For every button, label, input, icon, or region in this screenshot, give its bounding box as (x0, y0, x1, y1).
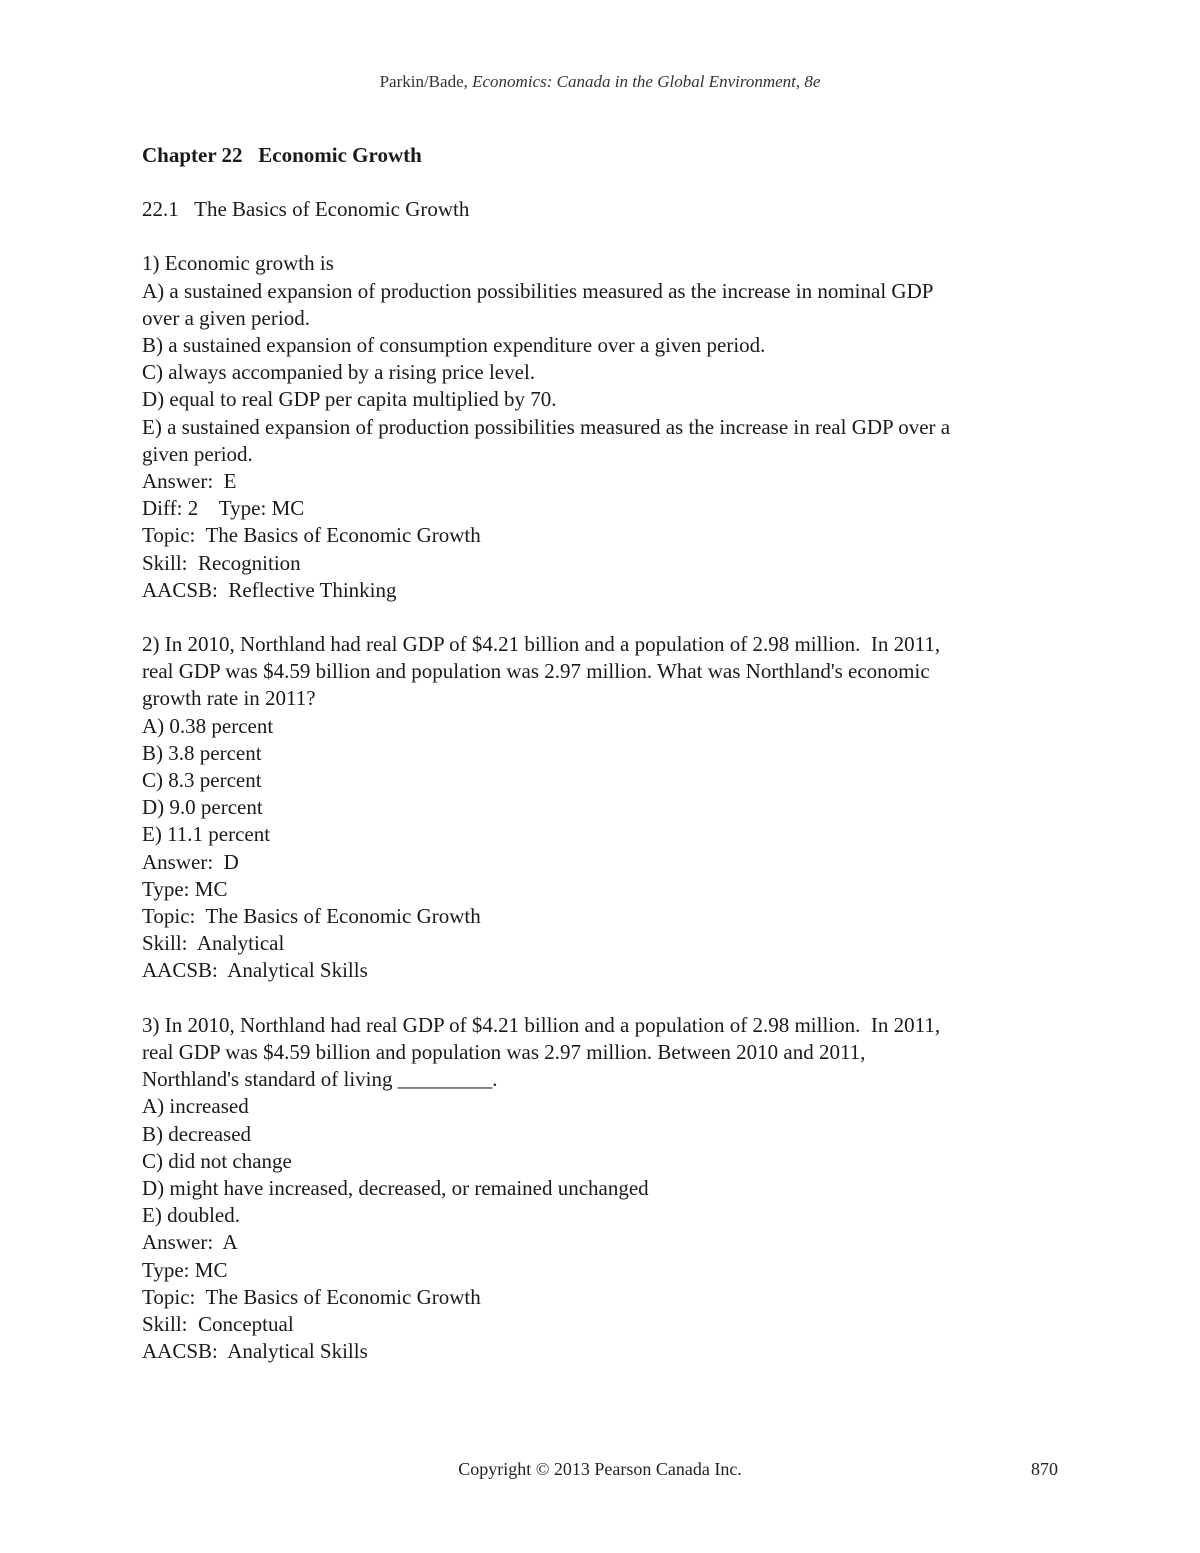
topic-line: Topic: The Basics of Economic Growth (142, 904, 481, 929)
answer-option-continued: given period. (142, 441, 253, 466)
aacsb-line: AACSB: Analytical Skills (142, 958, 368, 983)
page-content (142, 142, 1062, 1392)
difficulty-type: Diff: 2 Type: MC (142, 496, 305, 521)
answer-option: B) decreased (142, 1121, 252, 1146)
question-stem-line: 3) In 2010, Northland had real GDP of $4.21 billion and a population of 2.98 million. In 2011, (142, 1012, 941, 1037)
question-3 (142, 1012, 1062, 1366)
answer-key: Answer: D (142, 849, 239, 874)
answer-option: C) 8.3 percent (142, 768, 262, 793)
question-1 (142, 250, 1062, 604)
aacsb-line: AACSB: Analytical Skills (142, 1339, 368, 1364)
answer-option: B) 3.8 percent (142, 740, 262, 765)
question-stem-line: real GDP was $4.59 billion and population was 2.97 million. Between 2010 and 2011, (142, 1039, 866, 1064)
answer-key: Answer: A (142, 1230, 238, 1255)
running-header (0, 72, 1200, 92)
answer-option: B) a sustained expansion of consumption expenditure over a given period. (142, 333, 766, 358)
answer-option: D) 9.0 percent (142, 795, 263, 820)
topic-line: Topic: The Basics of Economic Growth (142, 1284, 481, 1309)
type-line: Type: MC (142, 1257, 228, 1282)
answer-option-continued: over a given period. (142, 305, 310, 330)
header-book-title: Economics: Canada in the Global Environment, 8e (472, 72, 821, 91)
answer-option: E) doubled. (142, 1203, 240, 1228)
answer-option: D) equal to real GDP per capita multiplied by 70. (142, 387, 557, 412)
question-stem-line: 1) Economic growth is (142, 251, 334, 276)
copyright-notice: Copyright © 2013 Pearson Canada Inc. (458, 1459, 742, 1479)
answer-option: C) did not change (142, 1148, 292, 1173)
question-stem-line: growth rate in 2011? (142, 686, 316, 711)
answer-option: C) always accompanied by a rising price level. (142, 360, 536, 385)
answer-option: A) 0.38 percent (142, 713, 274, 738)
question-stem-line: Northland's standard of living _________. (142, 1067, 498, 1092)
type-line: Type: MC (142, 876, 228, 901)
answer-option: E) 11.1 percent (142, 822, 271, 847)
section-title: 22.1 The Basics of Economic Growth (142, 197, 470, 222)
aacsb-line: AACSB: Reflective Thinking (142, 577, 397, 602)
answer-key: Answer: E (142, 469, 237, 494)
header-authors: Parkin/Bade, (379, 72, 473, 91)
question-stem-line: real GDP was $4.59 billion and population was 2.97 million. What was Northland's economic (142, 659, 930, 684)
question-2 (142, 631, 1062, 985)
answer-option: A) increased (142, 1094, 249, 1119)
chapter-title: Chapter 22 Economic Growth (142, 143, 422, 167)
skill-line: Skill: Recognition (142, 550, 301, 575)
page-number: 870 (1031, 1459, 1058, 1479)
answer-option: D) might have increased, decreased, or remained unchanged (142, 1175, 649, 1200)
question-stem-line: 2) In 2010, Northland had real GDP of $4.21 billion and a population of 2.98 million. In 2011, (142, 632, 941, 657)
skill-line: Skill: Analytical (142, 931, 285, 956)
answer-option: E) a sustained expansion of production possibilities measured as the increase in real GDP over a (142, 414, 951, 439)
skill-line: Skill: Conceptual (142, 1311, 294, 1336)
answer-option: A) a sustained expansion of production possibilities measured as the increase in nominal GDP (142, 278, 934, 303)
topic-line: Topic: The Basics of Economic Growth (142, 523, 481, 548)
